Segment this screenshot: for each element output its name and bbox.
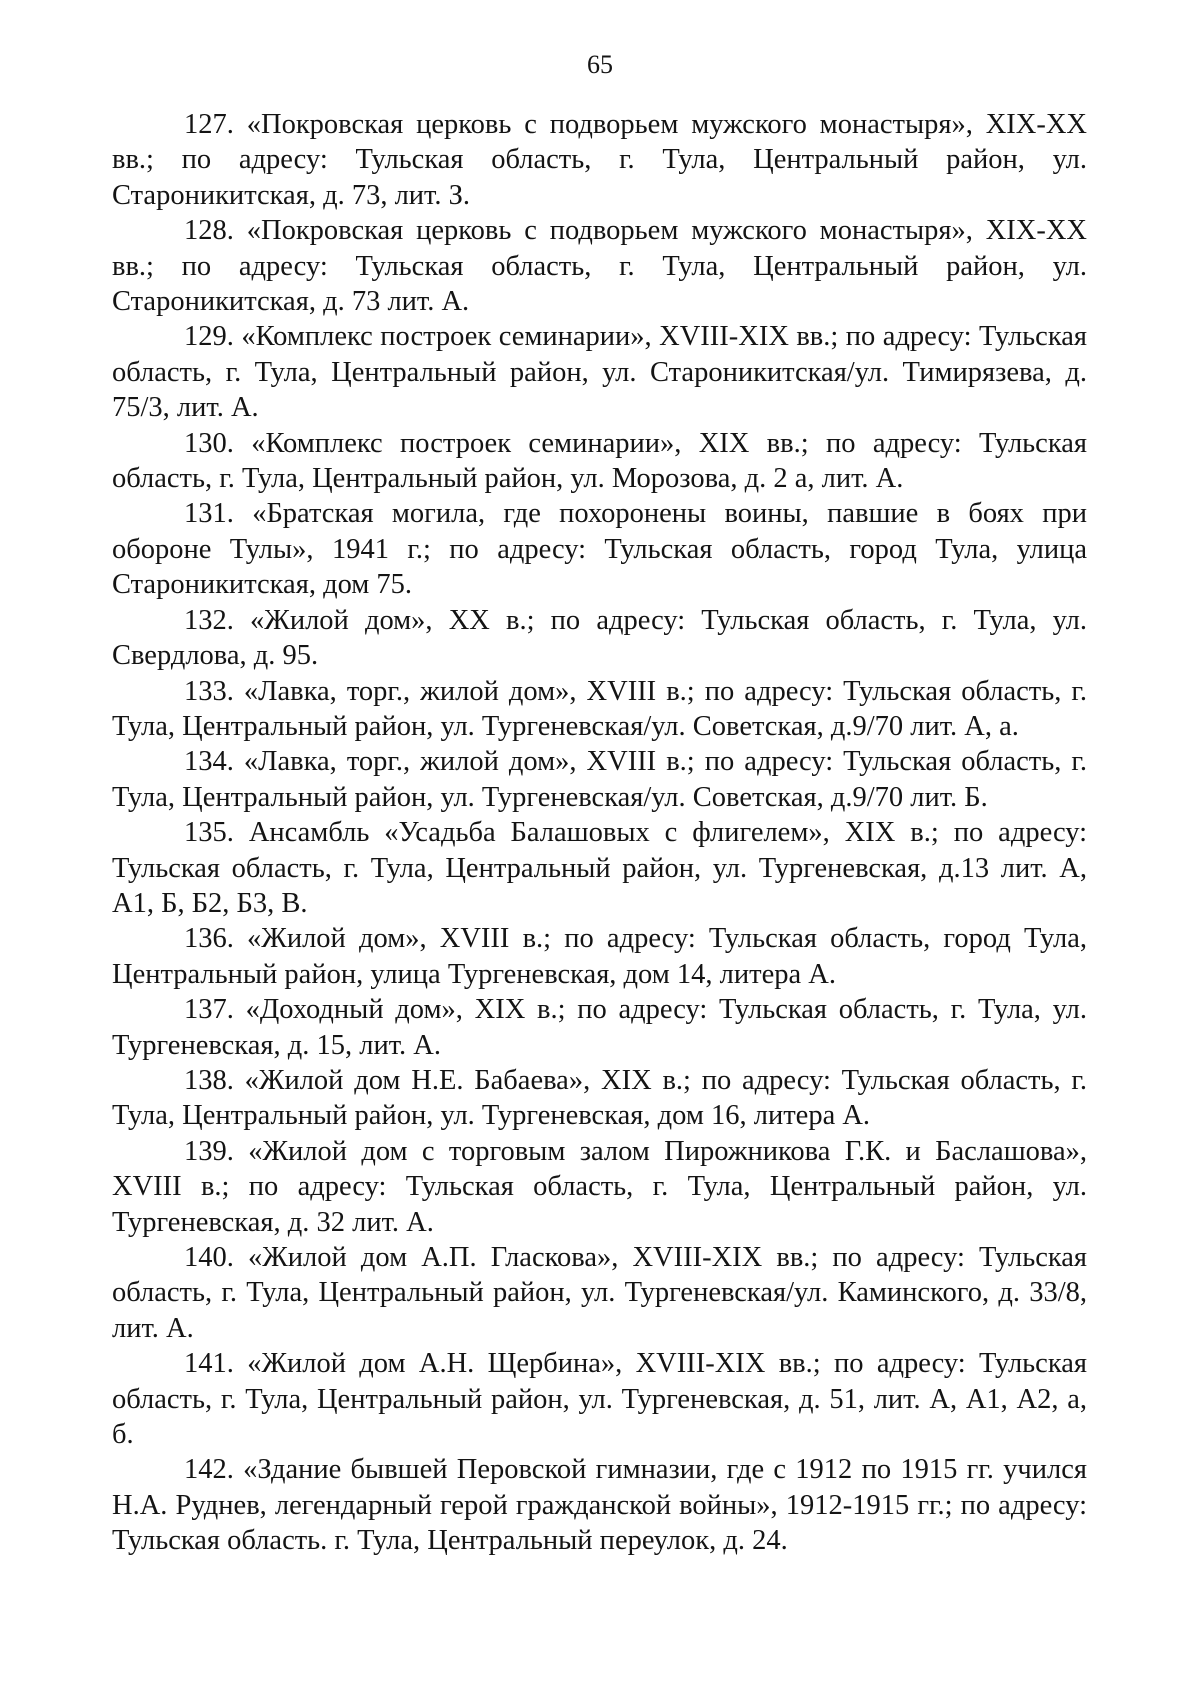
list-item	[112, 1063, 1087, 1134]
entry-text: «Жилой дом с торговым залом Пирожникова Г.К. и Баслашова», XVIII в.; по адресу: Тульская область, г. Тула, Центральный район, ул. Тургеневская, д. 32 лит. А.	[112, 1135, 1087, 1238]
list-item	[112, 1346, 1087, 1452]
list-item	[112, 744, 1087, 815]
entry-number: 139.	[184, 1135, 234, 1167]
entry-number: 140.	[184, 1242, 234, 1273]
entry-list	[112, 107, 1087, 1559]
entry-number: 133.	[184, 675, 234, 707]
entry-number: 136.	[184, 923, 234, 955]
entry-number: 131.	[184, 498, 234, 530]
entry-number: 134.	[184, 746, 234, 778]
entry-text: «Братская могила, где похоронены воины, павшие в боях при обороне Тулы», 1941 г.; по адресу: Тульская область, город Тула, улица Староникитская, дом 75.	[112, 498, 1088, 601]
entry-text: Ансамбль «Усадьба Балашовых с флигелем», XIX в.; по адресу: Тульская область, г. Тула, Центральный район, ул. Тургеневская, д.13 лит. А, А1, Б, Б2, Б3, В.	[112, 817, 1088, 919]
list-item	[112, 921, 1087, 992]
list-item	[112, 1240, 1087, 1346]
entry-text: «Жилой дом», XVIII в.; по адресу: Тульская область, город Тула, Центральный район, улица Тургеневская, дом 14, литера А.	[112, 923, 1087, 990]
list-item	[112, 319, 1087, 425]
entry-number: 130.	[184, 427, 234, 459]
entry-text: «Жилой дом», XX в.; по адресу: Тульская область, г. Тула, ул. Свердлова, д. 95.	[112, 604, 1087, 672]
list-item	[112, 107, 1087, 213]
list-item	[112, 1452, 1087, 1558]
entry-number: 138.	[184, 1064, 234, 1096]
entry-number: 141.	[184, 1348, 234, 1380]
entry-text: «Комплекс построек семинарии», XIX вв.; по адресу: Тульская область, г. Тула, Центральный район, ул. Морозова, д. 2 а, лит. А.	[112, 427, 1088, 495]
entry-number: 129.	[184, 321, 234, 353]
entry-text: «Лавка, торг., жилой дом», XVIII в.; по адресу: Тульская область, г. Тула, Центральный район, ул. Тургеневская/ул. Советская, д.9/70 лит. А, а.	[112, 675, 1088, 742]
entry-text: «Лавка, торг., жилой дом», XVIII в.; по адресу: Тульская область, г. Тула, Центральный район, ул. Тургеневская/ул. Советская, д.9/70 лит. Б.	[112, 746, 1088, 813]
entry-number: 137.	[184, 994, 234, 1026]
list-item	[112, 992, 1087, 1063]
entry-text: «Доходный дом», XIX в.; по адресу: Тульская область, г. Тула, ул. Тургеневская, д. 15, лит. А.	[112, 994, 1088, 1061]
list-item	[112, 496, 1087, 602]
list-item	[112, 426, 1087, 497]
entry-text: «Комплекс построек семинарии», XVIII-XIX вв.; по адресу: Тульская область, г. Тула, Центральный район, ул. Староникитская/ул. Тимирязева, д. 75/3, лит. А.	[112, 321, 1088, 424]
entry-text: «Покровская церковь с подворьем мужского монастыря», XIX-XX вв.; по адресу: Тульская область, г. Тула, Центральный район, ул. Староникитская, д. 73, лит. З.	[112, 109, 1088, 211]
entry-text: «Здание бывшей Перовской гимназии, где с 1912 по 1915 гг. учился Н.А. Руднев, легендарный герой гражданской войны», 1912-1915 гг.; по адресу: Тульская область. г. Тула, Центральный переулок, д. 24.	[112, 1454, 1088, 1557]
entry-number: 128.	[184, 215, 234, 247]
entry-number: 132.	[184, 604, 234, 636]
list-item	[112, 213, 1087, 319]
list-item	[112, 603, 1087, 674]
list-item	[112, 815, 1087, 921]
entry-text: «Жилой дом А.Н. Щербина», XVIII-XIX вв.; по адресу: Тульская область, г. Тула, Центральный район, ул. Тургеневская, д. 51, лит. А, А1, А2, а, б.	[112, 1348, 1087, 1451]
entry-number: 135.	[184, 817, 234, 849]
list-item	[112, 1134, 1087, 1240]
entry-text: «Покровская церковь с подворьем мужского монастыря», XIX-XX вв.; по адресу: Тульская область, г. Тула, Центральный район, ул. Староникитская, д. 73 лит. А.	[112, 215, 1088, 318]
list-item	[112, 674, 1087, 745]
entry-text: «Жилой дом Н.Е. Бабаева», XIX в.; по адресу: Тульская область, г. Тула, Центральный район, ул. Тургеневская, дом 16, литера А.	[112, 1064, 1088, 1132]
entry-number: 142.	[184, 1454, 234, 1486]
page-number: 65	[587, 50, 613, 79]
entry-number: 127.	[184, 109, 234, 140]
entry-text: «Жилой дом А.П. Гласкова», XVIII-XIX вв.; по адресу: Тульская область, г. Тула, Центральный район, ул. Тургеневская/ул. Каминского, д. 33/8, лит. А.	[112, 1242, 1088, 1344]
